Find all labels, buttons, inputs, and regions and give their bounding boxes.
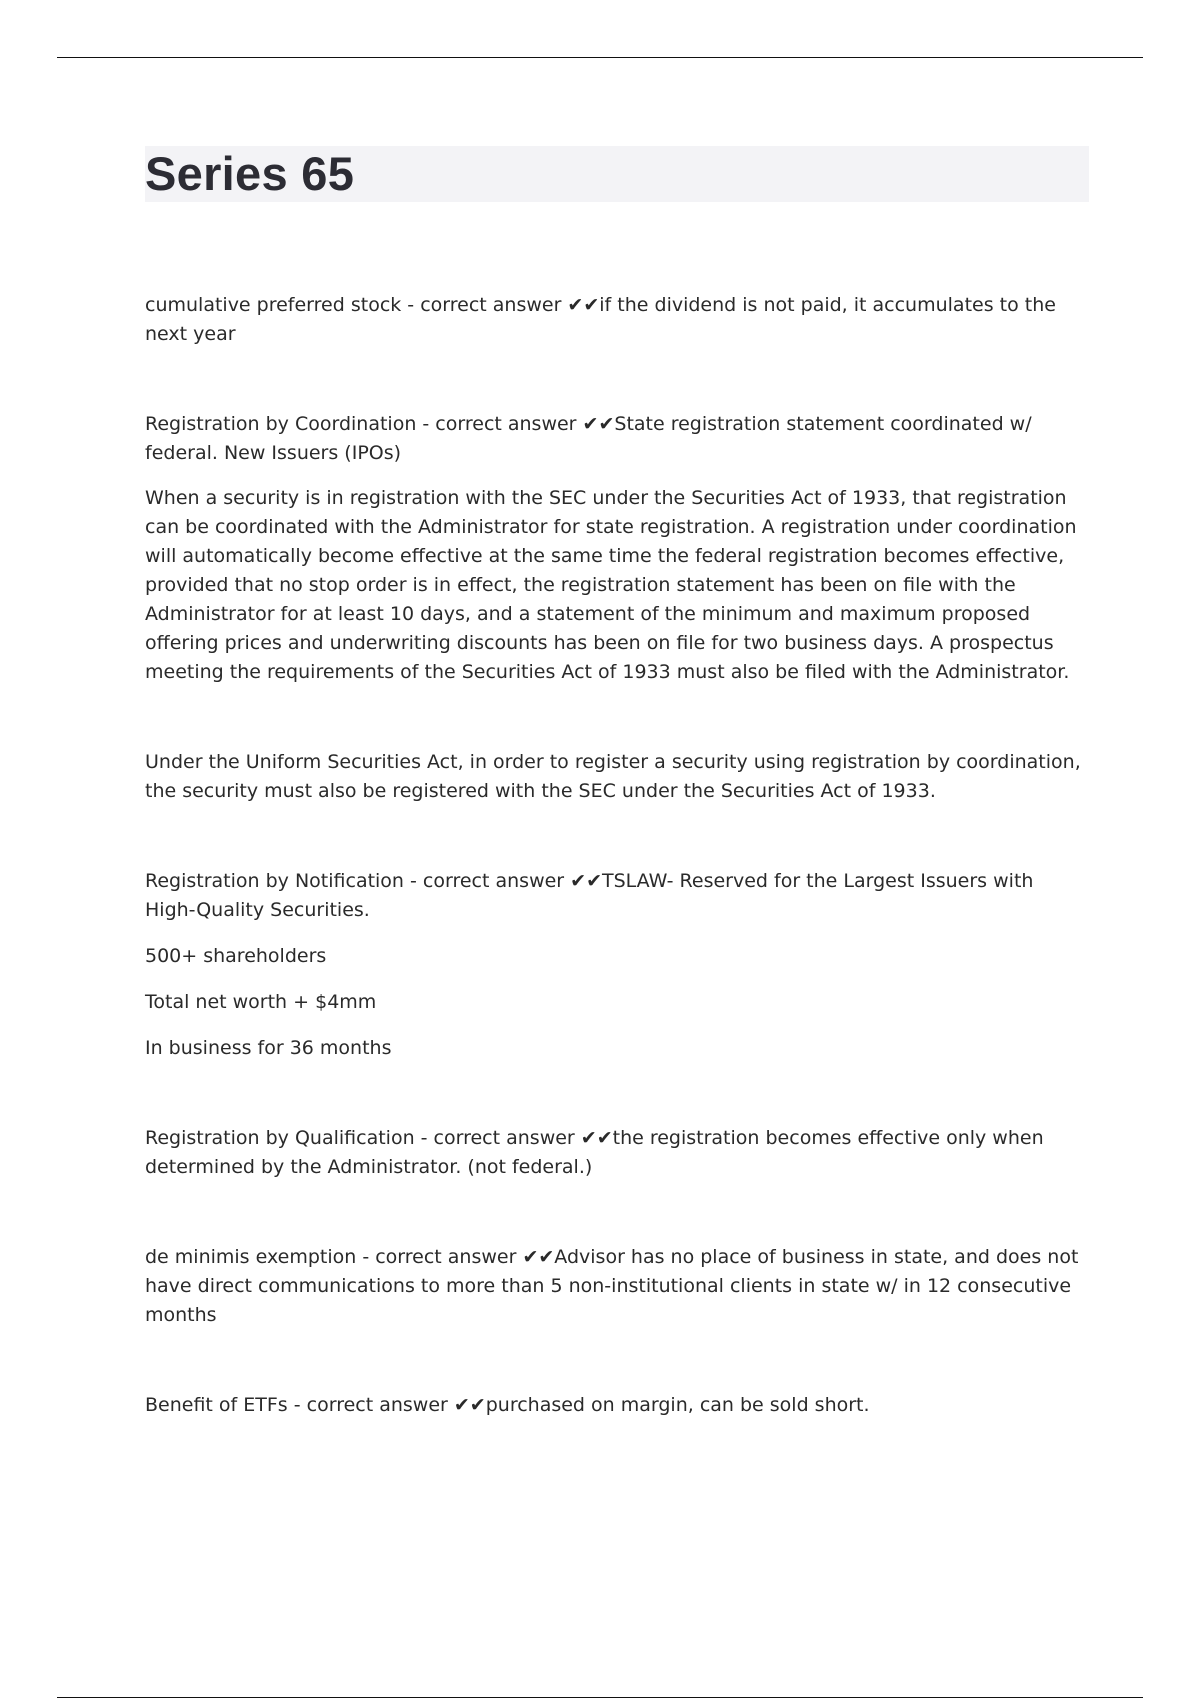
coordination-note: Under the Uniform Securities Act, in order to register a security using registration by coordination, the security must also be registered with the SEC under the Securities Act of 1933. <box>145 751 1081 802</box>
coordination-explanation: When a security is in registration with the SEC under the Securities Act of 1933, that registration can be coordinated with the Administrator for state registration. A registration under coordination will automatically become effective at the same time the federal registration becomes effective, provided that no stop order is in effect, the registration statement has been on file with the Administrator for at least 10 days, and a statement of the minimum and maximum proposed offering prices and underwriting discounts has been on file for two business days. A prospectus meeting the requirements of the Securities Act of 1933 must also be filed with the Administrator. <box>145 487 1077 683</box>
flashcard-registration-notification: Registration by Notification - correct answer ✔✔TSLAW- Reserved for the Largest Issuers with High-Quality Securities. <box>145 870 1034 921</box>
notification-criterion-net-worth: Total net worth + $4mm <box>145 991 377 1013</box>
flashcard-cumulative-preferred: cumulative preferred stock - correct answer ✔✔if the dividend is not paid, it accumulates to the next year <box>145 294 1056 345</box>
document-title: Series 65 <box>145 147 355 200</box>
notification-criterion-shareholders: 500+ shareholders <box>145 945 327 967</box>
flashcard-benefit-of-etfs: Benefit of ETFs - correct answer ✔✔purchased on margin, can be sold short. <box>145 1394 870 1416</box>
flashcard-de-minimis-exemption: de minimis exemption - correct answer ✔✔Advisor has no place of business in state, and does not have direct communications to more than 5 non-institutional clients in state w/ in 12 consecutive months <box>145 1246 1079 1326</box>
flashcard-registration-coordination: Registration by Coordination - correct answer ✔✔State registration statement coordinated w/ federal. New Issuers (IPOs) <box>145 413 1032 464</box>
header-rule <box>57 57 1143 58</box>
notification-criterion-business-age: In business for 36 months <box>145 1037 392 1059</box>
footer-rule <box>57 1697 1143 1698</box>
flashcard-registration-qualification: Registration by Qualification - correct answer ✔✔the registration becomes effective only when determined by the Administrator. (not federal.) <box>145 1127 1044 1178</box>
document-body <box>145 291 1090 1420</box>
